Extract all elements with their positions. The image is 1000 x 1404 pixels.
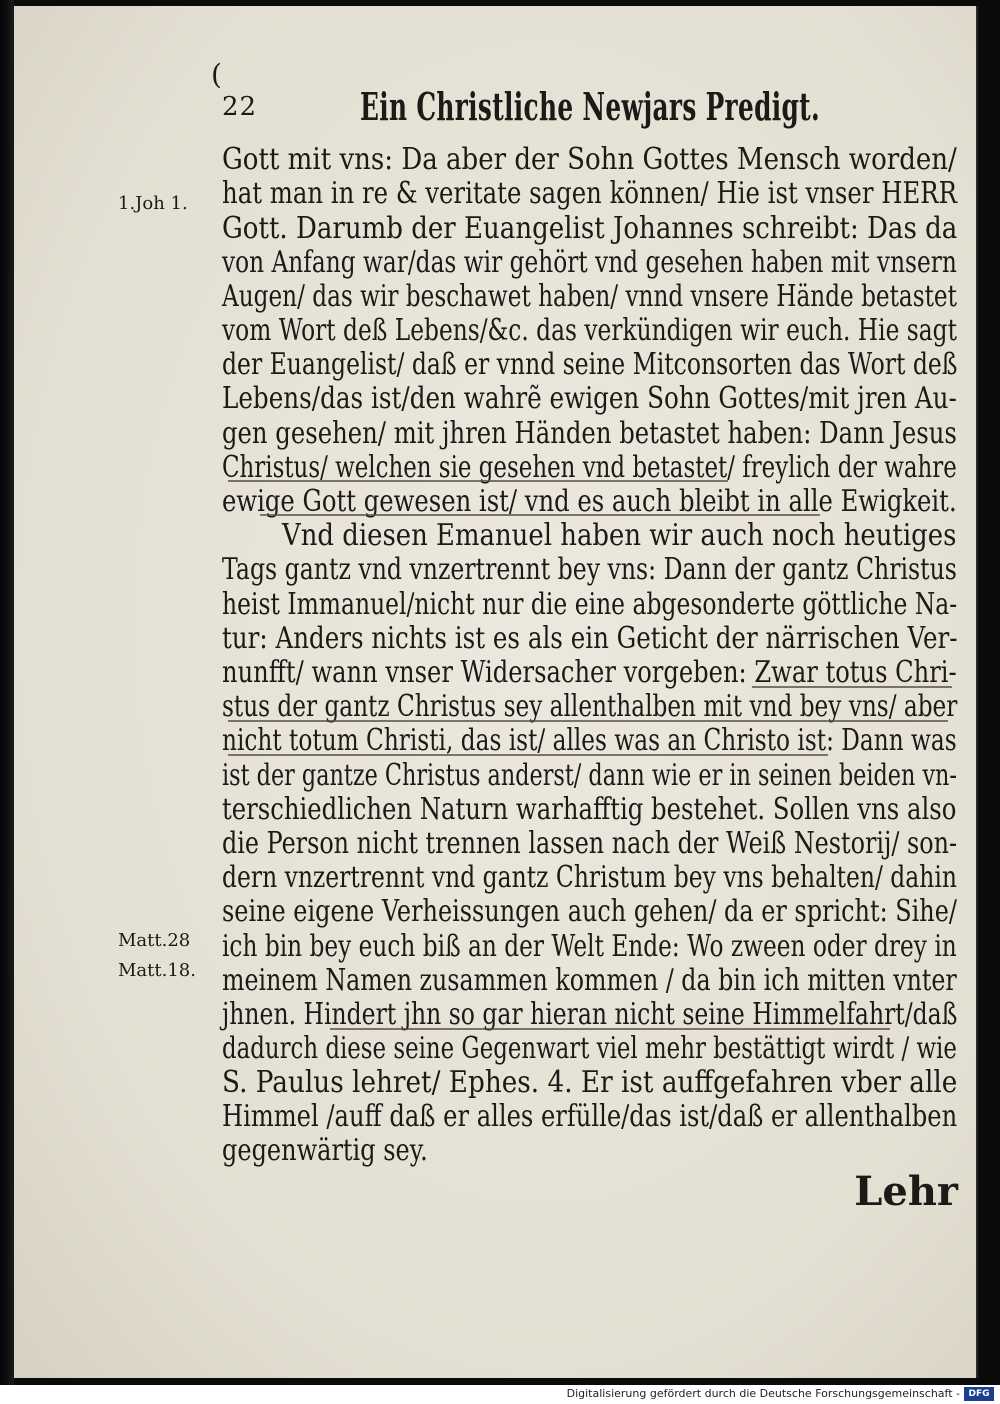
text-line: nicht totum Christi, das ist/ alles was an Christo ist: Dann was [222,723,957,758]
text-line: Augen/ das wir beschawet haben/ vnnd vnsere Hände betastet [222,279,957,314]
text-line: dern vnzertrennt vnd gantz Christum bey vns behalten/ dahin [222,860,957,895]
text-line: Himmel /auff daß er alles erfülle/das ist/daß er allenthalben [222,1099,958,1134]
margin-note-matt18: Matt.18. [118,960,196,981]
margin-note-joh: 1.Joh 1. [118,193,188,214]
text-line: seine eigene Verheissungen auch gehen/ da er spricht: Sihe/ [222,894,957,929]
text-line: hat man in re & veritate sagen können/ Hie ist vnser HERR [222,176,957,211]
ink-mark: ( [211,58,222,91]
text-line: meinem Namen zusammen kommen / da bin ich mitten vnter [222,963,957,998]
text-line: ich bin bey euch biß an der Welt Ende: Wo zween oder drey in [222,929,957,964]
handwritten-underline [330,1028,890,1030]
book-spine [0,0,14,1385]
text-line: Vnd diesen Emanuel haben wir auch noch heutiges [282,518,957,553]
catchword: Lehr [854,1168,958,1215]
text-line: heist Immanuel/nicht nur die eine abgesonderte göttliche Na- [222,587,958,622]
text-line: jhnen. Hindert jhn so gar hieran nicht seine Himmelfahrt/daß [222,997,958,1032]
digitization-footer [0,1385,1000,1404]
text-line: gen gesehen/ mit jhren Händen betastet haben: Dann Jesus [222,416,957,451]
running-head: Ein Christliche Newjars Predigt. [360,84,820,129]
text-line: Tags gantz vnd vnzertrennt bey vns: Dann der gantz Christus [222,552,957,587]
footer-credit: Digitalisierung gefördert durch die Deutsche Forschungsgemeinschaft - [566,1387,960,1400]
text-line: von Anfang war/das wir gehört vnd gesehen haben mit vnsern [222,245,957,280]
text-line: ewige Gott gewesen ist/ vnd es auch bleibt in alle Ewigkeit. [222,484,957,519]
text-line: terschiedlichen Naturn warhafftig bestehet. Sollen vns also [222,792,957,827]
text-line: nunfft/ wann vnser Widersacher vorgeben: Zwar totus Chri- [222,655,957,690]
handwritten-underline [752,686,952,688]
page-number: 22 [222,92,258,122]
text-line: Lebens/das ist/den wahrẽ ewigen Sohn Gottes/mit jren Au- [222,381,957,416]
text-line: die Person nicht trennen lassen nach der Weiß Nestorij/ son- [222,826,958,861]
text-line: vom Wort deß Lebens/&c. das verkündigen wir euch. Hie sagt [222,313,957,348]
text-line: dadurch diese seine Gegenwart viel mehr bestättigt wirdt / wie [222,1031,957,1066]
text-line: gegenwärtig sey. [222,1133,428,1168]
text-line: stus der gantz Christus sey allenthalben mit vnd bey vns/ aber [222,689,958,724]
text-line: der Euangelist/ daß er vnnd seine Mitconsorten das Wort deß [222,347,958,382]
margin-note-matt28: Matt.28 [118,930,191,951]
handwritten-underline [228,480,728,482]
text-line: S. Paulus lehret/ Ephes. 4. Er ist auffgefahren vber alle [222,1065,958,1100]
text-line: ist der gantze Christus anderst/ dann wie er in seinen beiden vn- [222,758,957,793]
text-line: Gott mit vns: Da aber der Sohn Gottes Mensch worden/ [222,142,957,177]
handwritten-underline [228,720,948,722]
text-line: Gott. Darumb der Euangelist Johannes schreibt: Das da [222,211,958,246]
handwritten-underline [260,514,820,516]
handwritten-underline [228,754,828,756]
text-line: Christus/ welchen sie gesehen vnd betastet/ freylich der wahre [222,450,957,485]
text-line: tur: Anders nichts ist es als ein Geticht der närrischen Ver- [222,621,958,656]
dfg-logo: DFG [964,1387,994,1401]
